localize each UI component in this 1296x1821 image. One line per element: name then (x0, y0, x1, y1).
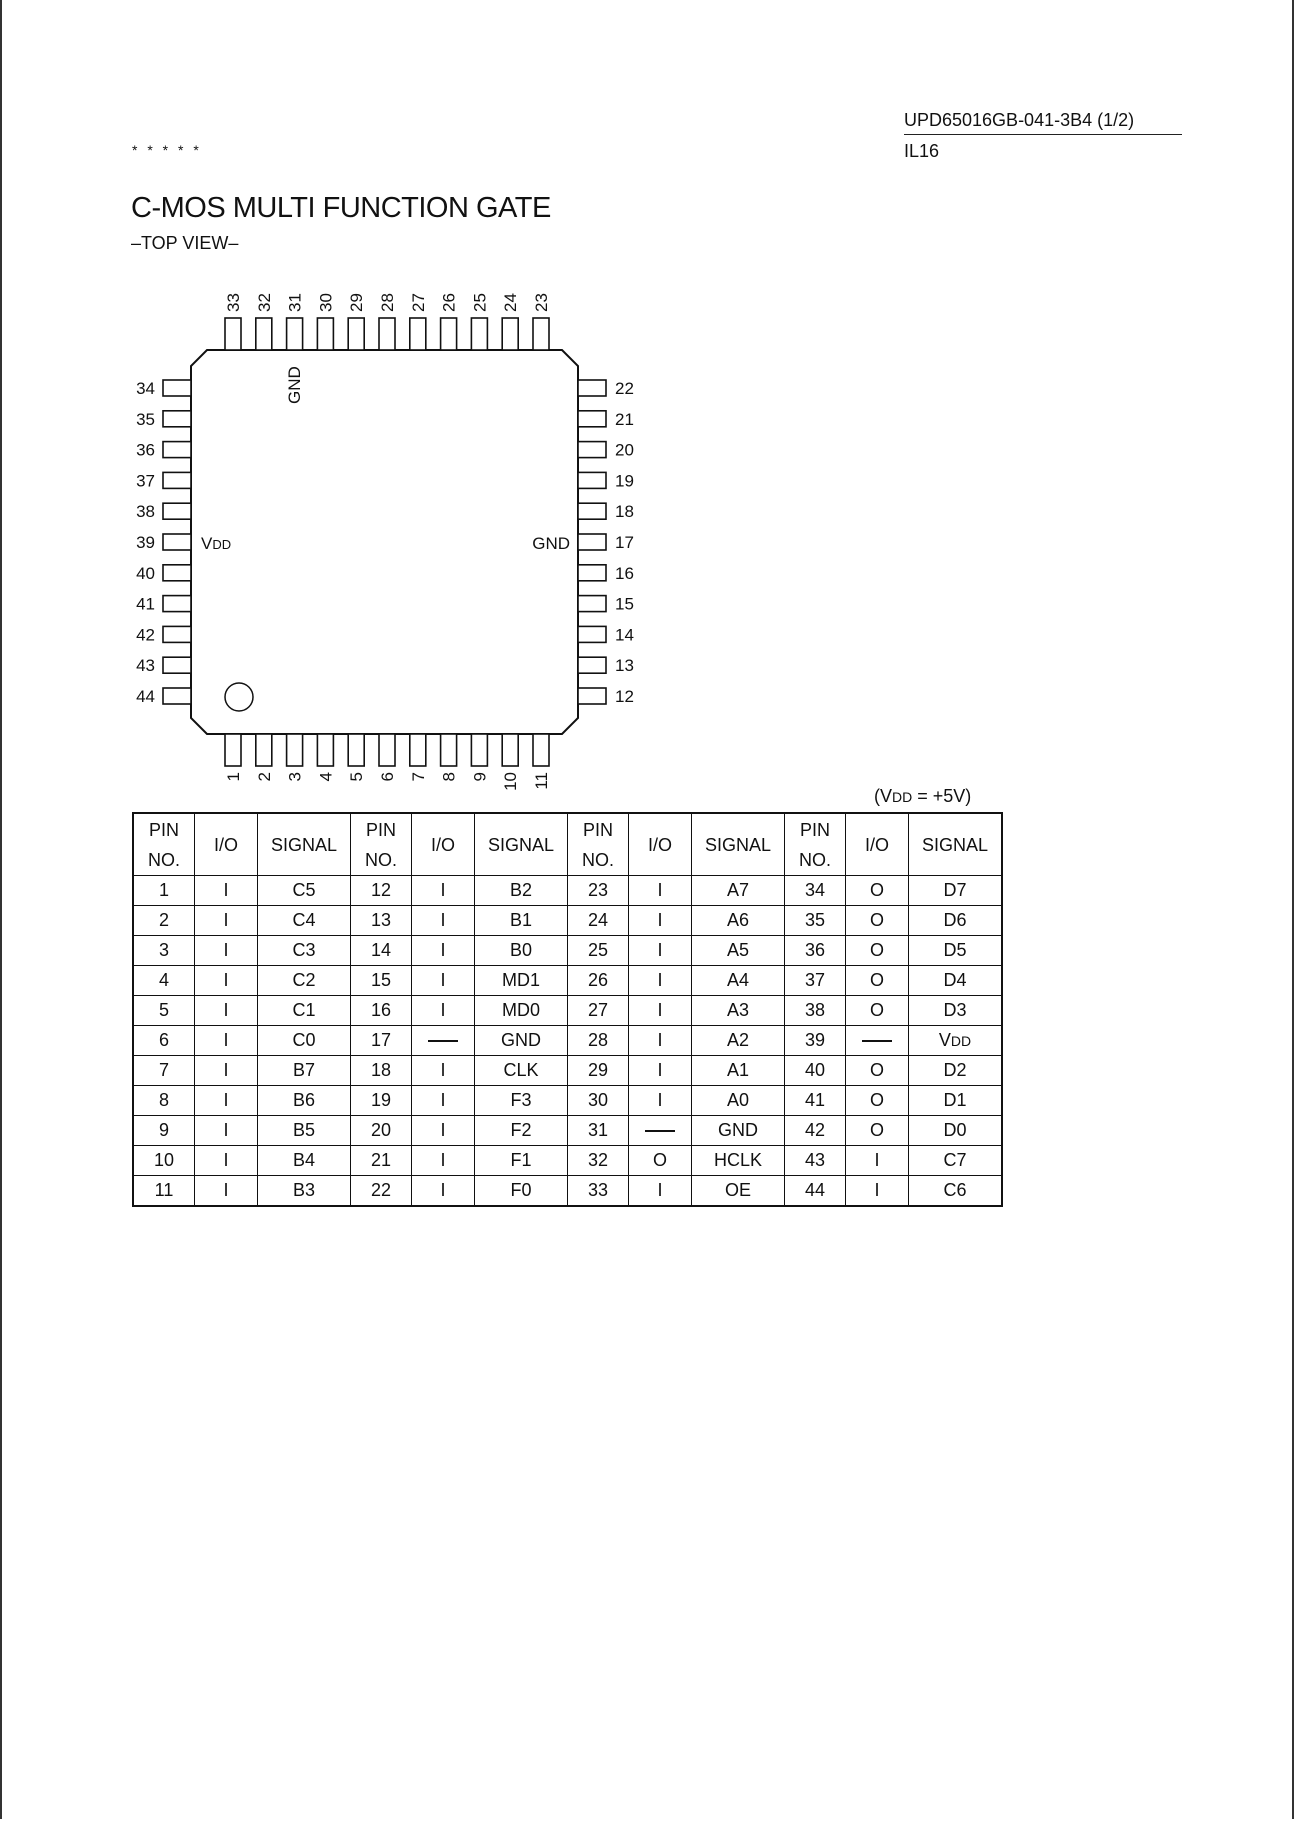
cell-signal: D2 (909, 1056, 1003, 1086)
cell-pin-no: 44 (785, 1176, 846, 1207)
cell-pin-no: 25 (568, 936, 629, 966)
cell-signal: A2 (692, 1026, 785, 1056)
cell-pin-no: 26 (568, 966, 629, 996)
pin-number-16: 16 (615, 563, 634, 583)
pin-lead-4 (317, 734, 333, 766)
cell-signal: C0 (258, 1026, 351, 1056)
cell-io (412, 1026, 475, 1056)
cell-signal: B7 (258, 1056, 351, 1086)
header-io: I/O (846, 813, 909, 876)
cell-signal: D3 (909, 996, 1003, 1026)
pin-number-15: 15 (615, 594, 634, 614)
cell-pin-no: 16 (351, 996, 412, 1026)
header-pin-no-line1: PIN (148, 819, 179, 840)
cell-io: I (629, 1056, 692, 1086)
cell-pin-no: 36 (785, 936, 846, 966)
pin-number-18: 18 (615, 502, 634, 522)
pin-number-37: 37 (136, 471, 155, 491)
cell-pin-no: 3 (133, 936, 195, 966)
cell-io: I (629, 996, 692, 1026)
cell-pin-no: 28 (568, 1026, 629, 1056)
right-pins (578, 379, 634, 706)
cell-io: I (412, 1056, 475, 1086)
pin-number-13: 13 (615, 656, 634, 676)
left-pins (136, 379, 191, 706)
cell-signal: F1 (475, 1146, 568, 1176)
cell-pin-no: 6 (133, 1026, 195, 1056)
cell-io: O (846, 876, 909, 906)
cell-signal: GND (475, 1026, 568, 1056)
pin-lead-10 (502, 734, 518, 766)
pin-number-36: 36 (136, 440, 155, 460)
cell-io: O (846, 906, 909, 936)
vdd-label-left (201, 534, 231, 553)
cell-io: I (412, 1176, 475, 1207)
supply-voltage-note (874, 786, 971, 807)
cell-io: I (629, 1176, 692, 1207)
cell-signal: B6 (258, 1086, 351, 1116)
cell-pin-no: 7 (133, 1056, 195, 1086)
cell-signal: D6 (909, 906, 1003, 936)
cell-signal: C2 (258, 966, 351, 996)
pin-lead-3 (287, 734, 303, 766)
pin-lead-8 (441, 734, 457, 766)
vdd-label-sub: DD (212, 537, 232, 552)
cell-signal: C4 (258, 906, 351, 936)
cell-pin-no: 8 (133, 1086, 195, 1116)
table-row (133, 1146, 1002, 1176)
cell-signal: B0 (475, 936, 568, 966)
cell-pin-no: 41 (785, 1086, 846, 1116)
header-signal: SIGNAL (475, 813, 568, 876)
table-row (133, 936, 1002, 966)
cell-pin-no: 17 (351, 1026, 412, 1056)
pin-number-27: 27 (408, 293, 428, 312)
cell-io: I (195, 936, 258, 966)
cell-pin-no: 23 (568, 876, 629, 906)
pin-lead-12 (578, 688, 606, 704)
cell-io: I (412, 876, 475, 906)
pin-number-24: 24 (501, 293, 521, 312)
header-pin-no-line2: NO. (798, 849, 831, 870)
pin-number-39: 39 (136, 533, 155, 552)
cell-signal: B2 (475, 876, 568, 906)
cell-pin-no: 40 (785, 1056, 846, 1086)
cell-pin-no: 4 (133, 966, 195, 996)
cell-signal: F0 (475, 1176, 568, 1207)
cell-signal: D7 (909, 876, 1003, 906)
cell-signal: C3 (258, 936, 351, 966)
cell-pin-no: 32 (568, 1146, 629, 1176)
pin1-marker (225, 683, 253, 711)
pin-number-20: 20 (615, 440, 634, 460)
cell-io: I (629, 876, 692, 906)
cell-pin-no: 9 (133, 1116, 195, 1146)
cell-signal: GND (692, 1116, 785, 1146)
cell-pin-no: 24 (568, 906, 629, 936)
cell-io: I (412, 996, 475, 1026)
cell-signal: A7 (692, 876, 785, 906)
cell-io (846, 1026, 909, 1056)
cell-io: I (195, 966, 258, 996)
pin-number-6: 6 (378, 772, 397, 782)
header-signal: SIGNAL (692, 813, 785, 876)
pin-lead-13 (578, 657, 606, 673)
header-signal: SIGNAL (258, 813, 351, 876)
pin-number-2: 2 (254, 772, 274, 782)
pin-number-23: 23 (532, 293, 551, 312)
cell-signal: C1 (258, 996, 351, 1026)
cell-io: O (846, 966, 909, 996)
cell-io: O (846, 1086, 909, 1116)
pin-number-5: 5 (347, 772, 367, 782)
cell-io: I (412, 1146, 475, 1176)
cell-signal: HCLK (692, 1146, 785, 1176)
supply-note-rest: = +5V) (912, 786, 972, 806)
pin-number-44: 44 (136, 687, 155, 706)
pin-lead-26 (441, 318, 457, 350)
pin-table (132, 812, 1003, 1207)
pin-lead-34 (163, 380, 191, 396)
pin-lead-14 (578, 626, 606, 642)
cell-signal: F2 (475, 1116, 568, 1146)
table-row (133, 906, 1002, 936)
pin-lead-1 (225, 734, 241, 766)
cell-io (629, 1116, 692, 1146)
pin-number-4: 4 (316, 772, 336, 782)
cell-pin-no: 30 (568, 1086, 629, 1116)
header-pin-no-line1: PIN (582, 819, 613, 840)
cell-io: I (195, 876, 258, 906)
pin-number-22: 22 (615, 379, 634, 398)
cell-io: O (629, 1146, 692, 1176)
pin-number-35: 35 (136, 409, 155, 429)
header-pin-no-line2: NO. (364, 849, 397, 870)
pin-number-14: 14 (615, 625, 634, 645)
header-pin-no-line1: PIN (799, 819, 830, 840)
cell-pin-no: 12 (351, 876, 412, 906)
cell-io: I (195, 906, 258, 936)
table-row (133, 1026, 1002, 1056)
pin-number-34: 34 (136, 379, 155, 398)
cell-io: I (846, 1146, 909, 1176)
cell-pin-no: 39 (785, 1026, 846, 1056)
pin-lead-19 (578, 472, 606, 488)
pin-lead-21 (578, 411, 606, 427)
header-pin-no (133, 813, 195, 876)
cell-pin-no: 29 (568, 1056, 629, 1086)
pin-number-25: 25 (470, 293, 490, 312)
header-pin-no (568, 813, 629, 876)
no-direction-dash (428, 1040, 458, 1042)
cell-signal: OE (692, 1176, 785, 1207)
pin-number-12: 12 (615, 687, 634, 706)
header-signal: SIGNAL (909, 813, 1003, 876)
cell-io: I (412, 1086, 475, 1116)
cell-pin-no: 34 (785, 876, 846, 906)
cell-pin-no: 19 (351, 1086, 412, 1116)
header-pin-no (785, 813, 846, 876)
cell-io: I (195, 1146, 258, 1176)
cell-signal: A6 (692, 906, 785, 936)
pin-lead-2 (256, 734, 272, 766)
cell-io: I (195, 996, 258, 1026)
cell-io: I (195, 1026, 258, 1056)
cell-pin-no: 22 (351, 1176, 412, 1207)
pin-lead-17 (578, 534, 606, 550)
pin-lead-38 (163, 503, 191, 519)
pin-lead-40 (163, 565, 191, 581)
pin-number-41: 41 (136, 594, 155, 614)
no-direction-dash (862, 1040, 892, 1042)
cell-signal: A3 (692, 996, 785, 1026)
cell-pin-no: 42 (785, 1116, 846, 1146)
pin-number-10: 10 (501, 772, 521, 791)
header-pin-no-line2: NO. (581, 849, 614, 870)
cell-io: O (846, 1056, 909, 1086)
vdd-subscript: DD (950, 1033, 972, 1049)
cell-signal: F3 (475, 1086, 568, 1116)
pin-lead-42 (163, 626, 191, 642)
pin-lead-20 (578, 442, 606, 458)
cell-pin-no: 2 (133, 906, 195, 936)
page-title: C-MOS MULTI FUNCTION GATE (131, 192, 551, 224)
cell-pin-no: 10 (133, 1146, 195, 1176)
pin-number-28: 28 (378, 293, 397, 312)
package-diagram (0, 0, 1296, 800)
cell-io: I (412, 966, 475, 996)
pin-lead-29 (348, 318, 364, 350)
header-pin-no-line2: NO. (147, 849, 180, 870)
pin-number-33: 33 (224, 293, 243, 312)
pin-lead-35 (163, 411, 191, 427)
pin-lead-44 (163, 688, 191, 704)
pin-lead-32 (256, 318, 272, 350)
pin-lead-28 (379, 318, 395, 350)
cell-signal: MD1 (475, 966, 568, 996)
cell-signal: VDD (909, 1026, 1003, 1056)
cell-io: I (195, 1116, 258, 1146)
cell-io: I (629, 966, 692, 996)
header-io: I/O (629, 813, 692, 876)
cell-io: I (195, 1056, 258, 1086)
cell-signal: MD0 (475, 996, 568, 1026)
revision-stars: * * * * * (132, 142, 202, 158)
pin-number-21: 21 (615, 409, 634, 429)
vdd-label-main: V (201, 534, 213, 553)
header-pin-no (351, 813, 412, 876)
chip-body (191, 350, 578, 734)
cell-pin-no: 5 (133, 996, 195, 1026)
pin-number-9: 9 (470, 772, 490, 782)
pin-lead-36 (163, 442, 191, 458)
pin-lead-24 (502, 318, 518, 350)
pin-number-1: 1 (224, 772, 243, 782)
pin-lead-18 (578, 503, 606, 519)
pin-number-7: 7 (408, 772, 428, 782)
pin-number-17: 17 (615, 533, 634, 552)
cell-signal: D0 (909, 1116, 1003, 1146)
pin-lead-43 (163, 657, 191, 673)
top-pins (224, 293, 551, 350)
cell-pin-no: 38 (785, 996, 846, 1026)
cell-pin-no: 33 (568, 1176, 629, 1207)
gnd-label-right: GND (532, 534, 570, 553)
cell-signal: A0 (692, 1086, 785, 1116)
cell-pin-no: 21 (351, 1146, 412, 1176)
pin-number-30: 30 (316, 293, 336, 312)
pin-number-40: 40 (136, 563, 155, 583)
header-io: I/O (412, 813, 475, 876)
pin-number-26: 26 (439, 293, 459, 312)
table-row (133, 1086, 1002, 1116)
cell-io: I (629, 906, 692, 936)
pin-number-3: 3 (285, 772, 305, 782)
cell-io: I (846, 1176, 909, 1207)
pin-lead-25 (471, 318, 487, 350)
pin-lead-30 (317, 318, 333, 350)
table-row (133, 966, 1002, 996)
cell-signal: CLK (475, 1056, 568, 1086)
pin-table-header (133, 813, 1002, 876)
cell-signal: A4 (692, 966, 785, 996)
pin-lead-11 (533, 734, 549, 766)
supply-note-sub: DD (892, 789, 913, 805)
gnd-label-top: GND (285, 366, 304, 404)
cell-signal: B3 (258, 1176, 351, 1207)
table-row (133, 1116, 1002, 1146)
cell-io: I (629, 1086, 692, 1116)
table-row (133, 876, 1002, 906)
pin-number-42: 42 (136, 625, 155, 645)
pin-lead-41 (163, 596, 191, 612)
table-row (133, 996, 1002, 1026)
pin-lead-27 (410, 318, 426, 350)
cell-pin-no: 13 (351, 906, 412, 936)
view-subtitle: –TOP VIEW– (131, 233, 239, 253)
header-io: I/O (195, 813, 258, 876)
cell-pin-no: 14 (351, 936, 412, 966)
pin-table-body (133, 876, 1002, 1207)
cell-pin-no: 20 (351, 1116, 412, 1146)
pin-lead-37 (163, 472, 191, 488)
header-pin-no-line1: PIN (365, 819, 396, 840)
cell-signal: D1 (909, 1086, 1003, 1116)
pin-number-11: 11 (532, 772, 551, 790)
cell-io: I (629, 1026, 692, 1056)
cell-pin-no: 35 (785, 906, 846, 936)
bottom-pins (224, 734, 551, 791)
cell-signal: C7 (909, 1146, 1003, 1176)
pin-number-43: 43 (136, 656, 155, 676)
pin-lead-7 (410, 734, 426, 766)
pin-lead-16 (578, 565, 606, 581)
cell-signal: C6 (909, 1176, 1003, 1207)
pin-number-19: 19 (615, 471, 634, 491)
pin-number-29: 29 (347, 293, 367, 312)
cell-pin-no: 43 (785, 1146, 846, 1176)
cell-io: I (629, 936, 692, 966)
cell-io: I (412, 1116, 475, 1146)
table-row (133, 1176, 1002, 1207)
cell-signal: D5 (909, 936, 1003, 966)
cell-pin-no: 15 (351, 966, 412, 996)
pin-number-31: 31 (285, 293, 305, 312)
supply-note-open: (V (874, 786, 892, 806)
cell-io: O (846, 1116, 909, 1146)
pin-number-8: 8 (439, 772, 459, 782)
pin-lead-39 (163, 534, 191, 550)
cell-io: I (412, 936, 475, 966)
cell-signal: B4 (258, 1146, 351, 1176)
cell-pin-no: 31 (568, 1116, 629, 1146)
pin-lead-33 (225, 318, 241, 350)
cell-pin-no: 18 (351, 1056, 412, 1086)
cell-signal: D4 (909, 966, 1003, 996)
cell-pin-no: 37 (785, 966, 846, 996)
pin-lead-15 (578, 596, 606, 612)
pin-lead-5 (348, 734, 364, 766)
cell-signal: B1 (475, 906, 568, 936)
pin-lead-9 (471, 734, 487, 766)
cell-signal: A1 (692, 1056, 785, 1086)
cell-pin-no: 11 (133, 1176, 195, 1207)
no-direction-dash (645, 1130, 675, 1132)
cell-signal: B5 (258, 1116, 351, 1146)
cell-io: O (846, 996, 909, 1026)
cell-signal: C5 (258, 876, 351, 906)
pin-lead-6 (379, 734, 395, 766)
pin-number-32: 32 (254, 293, 274, 312)
cell-pin-no: 27 (568, 996, 629, 1026)
document-code: IL16 (904, 141, 940, 161)
document-id: UPD65016GB-041-3B4 (1/2) (904, 110, 1182, 135)
cell-io: I (195, 1086, 258, 1116)
pin-number-38: 38 (136, 502, 155, 522)
cell-io: I (412, 906, 475, 936)
cell-signal: A5 (692, 936, 785, 966)
cell-io: O (846, 936, 909, 966)
pin-lead-23 (533, 318, 549, 350)
cell-pin-no: 1 (133, 876, 195, 906)
cell-io: I (195, 1176, 258, 1207)
pin-lead-31 (287, 318, 303, 350)
table-row (133, 1056, 1002, 1086)
pin-lead-22 (578, 380, 606, 396)
